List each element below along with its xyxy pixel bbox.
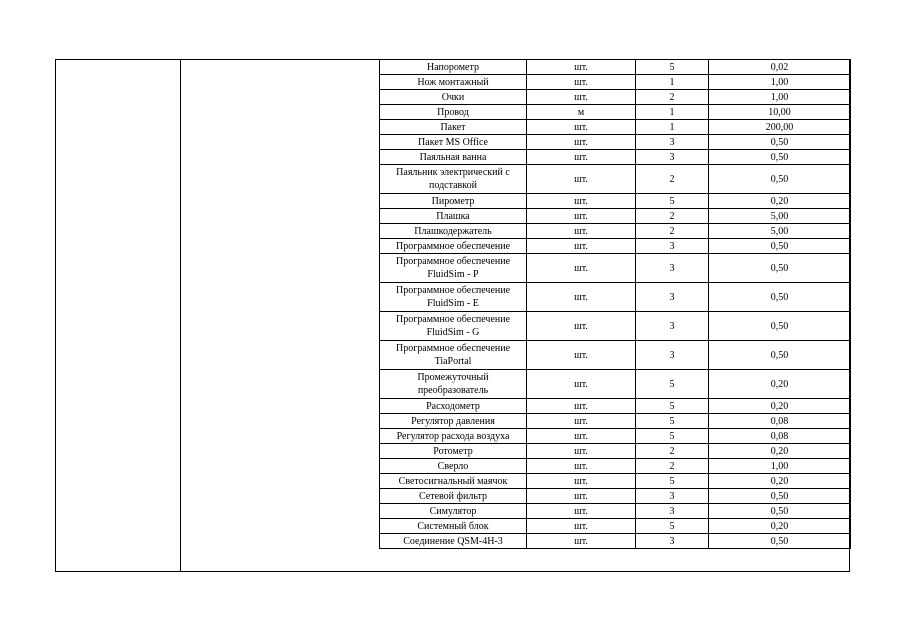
value-cell: 0,20 bbox=[709, 474, 851, 489]
equipment-table bbox=[379, 59, 851, 549]
unit-cell: шт. bbox=[527, 283, 636, 312]
item-name-cell: Системный блок bbox=[380, 519, 527, 534]
unit-cell: шт. bbox=[527, 312, 636, 341]
table-row bbox=[380, 399, 851, 414]
unit-cell: шт. bbox=[527, 60, 636, 75]
unit-cell: шт. bbox=[527, 239, 636, 254]
unit-cell: шт. bbox=[527, 135, 636, 150]
unit-cell: шт. bbox=[527, 165, 636, 194]
item-name-cell: Программное обеспечение bbox=[380, 239, 527, 254]
unit-cell: шт. bbox=[527, 399, 636, 414]
item-name-cell: Регулятор давления bbox=[380, 414, 527, 429]
item-name-cell: Нож монтажный bbox=[380, 75, 527, 90]
quantity-cell: 1 bbox=[636, 105, 709, 120]
value-cell: 0,50 bbox=[709, 489, 851, 504]
table-row bbox=[380, 312, 851, 341]
quantity-cell: 3 bbox=[636, 312, 709, 341]
value-cell: 0,20 bbox=[709, 519, 851, 534]
table-row bbox=[380, 209, 851, 224]
quantity-cell: 2 bbox=[636, 459, 709, 474]
item-name-cell: Паяльная ванна bbox=[380, 150, 527, 165]
value-cell: 1,00 bbox=[709, 459, 851, 474]
table-row bbox=[380, 224, 851, 239]
table-row bbox=[380, 194, 851, 209]
column-divider bbox=[180, 60, 181, 571]
value-cell: 0,50 bbox=[709, 283, 851, 312]
unit-cell: шт. bbox=[527, 75, 636, 90]
table-row bbox=[380, 370, 851, 399]
unit-cell: шт. bbox=[527, 414, 636, 429]
item-name-cell: Паяльник электрический с подставкой bbox=[380, 165, 527, 194]
table-row bbox=[380, 534, 851, 549]
quantity-cell: 3 bbox=[636, 135, 709, 150]
quantity-cell: 3 bbox=[636, 489, 709, 504]
table-row bbox=[380, 283, 851, 312]
value-cell: 0,50 bbox=[709, 239, 851, 254]
item-name-cell: Пакет bbox=[380, 120, 527, 135]
value-cell: 0,50 bbox=[709, 504, 851, 519]
quantity-cell: 3 bbox=[636, 254, 709, 283]
item-name-cell: Регулятор расхода воздуха bbox=[380, 429, 527, 444]
quantity-cell: 1 bbox=[636, 120, 709, 135]
quantity-cell: 5 bbox=[636, 370, 709, 399]
value-cell: 1,00 bbox=[709, 75, 851, 90]
item-name-cell: Провод bbox=[380, 105, 527, 120]
value-cell: 0,50 bbox=[709, 150, 851, 165]
quantity-cell: 2 bbox=[636, 209, 709, 224]
item-name-cell: Промежуточный преобразователь bbox=[380, 370, 527, 399]
item-name-cell: Светосигнальный маячок bbox=[380, 474, 527, 489]
table-row bbox=[380, 90, 851, 105]
quantity-cell: 3 bbox=[636, 150, 709, 165]
unit-cell: шт. bbox=[527, 519, 636, 534]
item-name-cell: Программное обеспечение FluidSim - P bbox=[380, 254, 527, 283]
value-cell: 5,00 bbox=[709, 224, 851, 239]
quantity-cell: 2 bbox=[636, 165, 709, 194]
unit-cell: шт. bbox=[527, 370, 636, 399]
table-row bbox=[380, 150, 851, 165]
value-cell: 0,02 bbox=[709, 60, 851, 75]
value-cell: 0,50 bbox=[709, 135, 851, 150]
item-name-cell: Сетевой фильтр bbox=[380, 489, 527, 504]
value-cell: 0,50 bbox=[709, 254, 851, 283]
value-cell: 0,20 bbox=[709, 399, 851, 414]
quantity-cell: 3 bbox=[636, 534, 709, 549]
item-name-cell: Ротометр bbox=[380, 444, 527, 459]
table-row bbox=[380, 120, 851, 135]
table-row bbox=[380, 135, 851, 150]
table-row bbox=[380, 341, 851, 370]
value-cell: 10,00 bbox=[709, 105, 851, 120]
quantity-cell: 5 bbox=[636, 194, 709, 209]
unit-cell: шт. bbox=[527, 224, 636, 239]
quantity-cell: 3 bbox=[636, 239, 709, 254]
quantity-cell: 2 bbox=[636, 90, 709, 105]
value-cell: 0,50 bbox=[709, 534, 851, 549]
table-row bbox=[380, 429, 851, 444]
quantity-cell: 5 bbox=[636, 399, 709, 414]
unit-cell: шт. bbox=[527, 150, 636, 165]
quantity-cell: 5 bbox=[636, 519, 709, 534]
value-cell: 0,20 bbox=[709, 194, 851, 209]
value-cell: 1,00 bbox=[709, 90, 851, 105]
item-name-cell: Сверло bbox=[380, 459, 527, 474]
unit-cell: шт. bbox=[527, 254, 636, 283]
unit-cell: шт. bbox=[527, 341, 636, 370]
table-row bbox=[380, 165, 851, 194]
quantity-cell: 1 bbox=[636, 75, 709, 90]
table-row bbox=[380, 75, 851, 90]
unit-cell: шт. bbox=[527, 90, 636, 105]
unit-cell: м bbox=[527, 105, 636, 120]
value-cell: 0,08 bbox=[709, 429, 851, 444]
item-name-cell: Плашка bbox=[380, 209, 527, 224]
table-row bbox=[380, 519, 851, 534]
table-row bbox=[380, 444, 851, 459]
value-cell: 0,50 bbox=[709, 165, 851, 194]
quantity-cell: 3 bbox=[636, 341, 709, 370]
unit-cell: шт. bbox=[527, 444, 636, 459]
unit-cell: шт. bbox=[527, 120, 636, 135]
item-name-cell: Симулятор bbox=[380, 504, 527, 519]
value-cell: 0,50 bbox=[709, 312, 851, 341]
table-row bbox=[380, 489, 851, 504]
item-name-cell: Очки bbox=[380, 90, 527, 105]
unit-cell: шт. bbox=[527, 489, 636, 504]
item-name-cell: Программное обеспечение TiaPortal bbox=[380, 341, 527, 370]
item-name-cell: Напорометр bbox=[380, 60, 527, 75]
quantity-cell: 5 bbox=[636, 474, 709, 489]
item-name-cell: Плашкодержатель bbox=[380, 224, 527, 239]
quantity-cell: 5 bbox=[636, 414, 709, 429]
table-row bbox=[380, 414, 851, 429]
quantity-cell: 5 bbox=[636, 60, 709, 75]
table-row bbox=[380, 60, 851, 75]
unit-cell: шт. bbox=[527, 209, 636, 224]
table-row bbox=[380, 504, 851, 519]
unit-cell: шт. bbox=[527, 504, 636, 519]
item-name-cell: Расходометр bbox=[380, 399, 527, 414]
unit-cell: шт. bbox=[527, 429, 636, 444]
value-cell: 0,20 bbox=[709, 370, 851, 399]
table-row bbox=[380, 105, 851, 120]
unit-cell: шт. bbox=[527, 534, 636, 549]
quantity-cell: 5 bbox=[636, 429, 709, 444]
table-row bbox=[380, 239, 851, 254]
item-name-cell: Программное обеспечение FluidSim - G bbox=[380, 312, 527, 341]
table-row bbox=[380, 474, 851, 489]
unit-cell: шт. bbox=[527, 474, 636, 489]
quantity-cell: 3 bbox=[636, 283, 709, 312]
unit-cell: шт. bbox=[527, 194, 636, 209]
item-name-cell: Пирометр bbox=[380, 194, 527, 209]
unit-cell: шт. bbox=[527, 459, 636, 474]
item-name-cell: Программное обеспечение FluidSim - E bbox=[380, 283, 527, 312]
value-cell: 0,50 bbox=[709, 341, 851, 370]
quantity-cell: 3 bbox=[636, 504, 709, 519]
value-cell: 0,20 bbox=[709, 444, 851, 459]
table-row bbox=[380, 459, 851, 474]
value-cell: 200,00 bbox=[709, 120, 851, 135]
item-name-cell: Пакет MS Office bbox=[380, 135, 527, 150]
quantity-cell: 2 bbox=[636, 444, 709, 459]
value-cell: 0,08 bbox=[709, 414, 851, 429]
value-cell: 5,00 bbox=[709, 209, 851, 224]
quantity-cell: 2 bbox=[636, 224, 709, 239]
table-row bbox=[380, 254, 851, 283]
item-name-cell: Соединение QSM-4H-3 bbox=[380, 534, 527, 549]
